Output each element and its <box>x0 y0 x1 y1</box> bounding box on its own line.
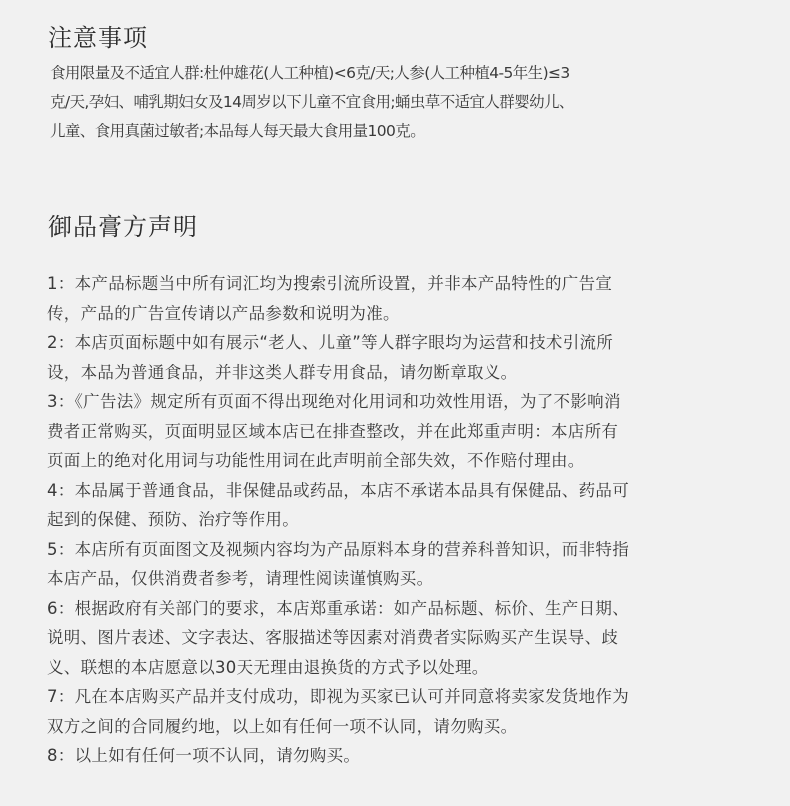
statement-line: 双方之间的合同履约地，以上如有任何一项不认同，请勿购买。 <box>47 716 518 736</box>
statement-item-2 <box>47 328 747 387</box>
statement-item-7 <box>47 682 747 741</box>
statement-item-5 <box>47 535 747 594</box>
statement-line: 起到的保健、预防、治疗等作用。 <box>47 510 299 529</box>
statement-line: 1：本产品标题当中所有词汇均为搜索引流所设置，并非本产品特性的广告宣 <box>47 274 613 293</box>
statement-item-8 <box>47 741 747 771</box>
statement-item-3 <box>47 387 747 476</box>
statement-line: 本店产品，仅供消费者参考，请理性阅读谨慎购买。 <box>47 569 434 588</box>
notice-title: 注意事项 <box>48 24 148 52</box>
statement-line: 传，产品的广告宣传请以产品参数和说明为准。 <box>47 303 400 323</box>
statement-item-6 <box>47 594 747 683</box>
statement-line: 8：以上如有任何一项不认同，请勿购买。 <box>47 746 361 765</box>
notice-line: 克/天,孕妇、哺乳期妇女及14周岁以下儿童不宜食用;蛹虫草不适宜人群婴幼儿、 <box>50 93 574 111</box>
statement-item-1 <box>47 269 747 328</box>
notice-body <box>50 59 750 146</box>
statement-list <box>47 269 747 771</box>
statement-line: 费者正常购买，页面明显区域本店已在排查整改，并在此郑重声明：本店所有 <box>47 421 619 441</box>
statement-line: 义、联想的本店愿意以30天无理由退换货的方式予以处理。 <box>47 657 489 677</box>
statement-item-4 <box>47 476 747 535</box>
statement-line: 页面上的绝对化用词与功能性用词在此声明前全部失效，不作赔付理由。 <box>47 451 585 470</box>
statement-line: 6：根据政府有关部门的要求，本店郑重承诺：如产品标题、标价、生产日期、 <box>47 598 629 618</box>
statement-title: 御品膏方声明 <box>48 213 198 241</box>
statement-line: 设，本品为普通食品，并非这类人群专用食品，请勿断章取义。 <box>47 362 518 382</box>
statement-line: 5：本店所有页面图文及视频内容均为产品原料本身的营养科普知识，而非特指 <box>47 539 629 559</box>
statement-line: 说明、图片表述、文字表达、客服描述等因素对消费者实际购买产生误导、歧 <box>47 628 619 647</box>
statement-line: 2：本店页面标题中如有展示“老人、儿童”等人群字眼均为运营和技术引流所 <box>47 333 614 352</box>
statement-line: 4：本品属于普通食品，非保健品或药品，本店不承诺本品具有保健品、药品可 <box>47 480 629 500</box>
statement-line: 3：《广告法》规定所有页面不得出现绝对化用词和功效性用语，为了不影响消 <box>47 392 621 411</box>
notice-line: 儿童、食用真菌过敏者;本品每人每天最大食用量100克。 <box>50 122 426 140</box>
notice-line: 食用限量及不适宜人群:杜仲雄花(人工种植)<6克/天;人参(人工种植4-5年生)≤3 <box>50 64 570 82</box>
statement-line: 7：凡在本店购买产品并支付成功，即视为买家已认可并同意将卖家发货地作为 <box>47 687 629 706</box>
